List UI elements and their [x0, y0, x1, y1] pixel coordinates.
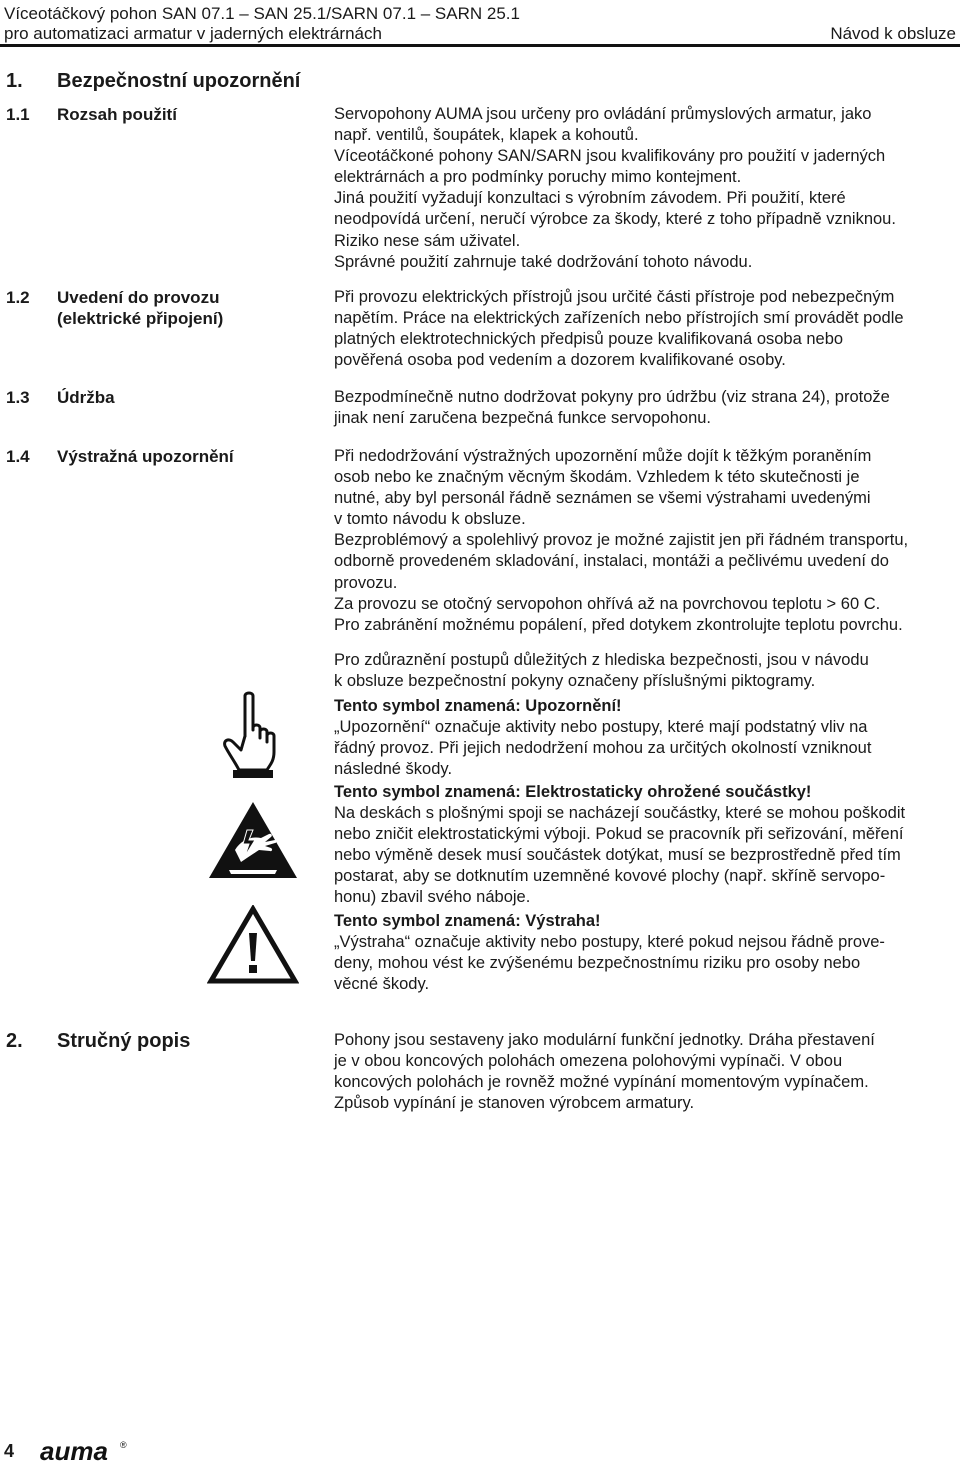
text-line: v tomto návodu k obsluze.: [334, 510, 526, 529]
text-line: platných elektrotechnických předpisů pouze kvalifikovaná osoba nebo: [334, 330, 844, 349]
text-line: nebo zničit elektrostatickými výboji. Pokud se pracovník při seřizování, měření: [334, 825, 904, 844]
text-line: napětím. Práce na elektrických zařízeních nebo přístrojích smí provádět podle: [334, 309, 904, 328]
text-line: Pohony jsou sestaveny jako modulární funkční jednotky. Dráha přestavení: [334, 1031, 875, 1049]
text-line: řádný provoz. Při jejich nedodržení mohou za určitých okolností vzniknout: [334, 739, 872, 758]
pointing-hand-icon: [215, 690, 285, 785]
text-line: Při provozu elektrických přístrojů jsou určité části přístroje pod nebezpečným: [334, 288, 895, 306]
text-line: Při nedodržování výstražných upozornění může dojít k těžkým poraněním: [334, 447, 872, 465]
header-title: Víceotáčkový pohon SAN 07.1 – SAN 25.1/SARN 07.1 – SARN 25.1: [4, 4, 520, 23]
text-line: Za provozu se otočný servopohon ohřívá až na povrchovou teplotu > 60 C.: [334, 594, 881, 613]
text-line: Bezproblémový a spolehlivý provoz je možné zajistit jen při řádném transportu,: [334, 531, 909, 550]
text-line: „Upozornění“ označuje aktivity nebo postupy, které mají podstatný vliv na: [334, 718, 868, 736]
auma-logo: [40, 1438, 130, 1464]
text-line: jinak není zaručena bezpečná funkce servopohonu.: [334, 409, 712, 428]
text-line: věcné škody.: [334, 975, 430, 994]
text-line: Víceotáčkoné pohony SAN/SARN jsou kvalifikovány pro použití v jaderných: [334, 147, 886, 166]
text-line: následné škody.: [334, 760, 453, 779]
text-line: Pro zabránění možnému popálení, před dotykem zkontrolujte teplotu povrchu.: [334, 615, 903, 634]
text-line: „Výstraha“ označuje aktivity nebo postupy, které pokud nejsou řádně prove-: [334, 933, 885, 951]
warning-triangle-icon: [207, 905, 299, 985]
text-line: postarat, aby se dotknutím uzemněné kovové plochy (např. skříně servopo-: [334, 867, 886, 886]
text-line: osob nebo ke značným věcným škodám. Vzhledem k této skutečnosti je: [334, 468, 860, 487]
symbol1-heading: Tento symbol znamená: Upozornění!: [334, 697, 622, 715]
symbol3-heading: Tento symbol znamená: Výstraha!: [334, 912, 601, 930]
text-line: např. ventilů, šoupátek, klapek a kohoutů.: [334, 126, 639, 145]
symbol2-heading: Tento symbol znamená: Elektrostaticky ohrožené součástky!: [334, 783, 812, 801]
sub4-title: Výstražná upozornění: [57, 447, 234, 466]
text-line: neodpovídá určení, neručí výrobce za škody, které z toho případně vzniknou.: [334, 210, 896, 229]
text-line: odborně provedeném skladování, instalaci, montáži a pečlivému uvedení do: [334, 552, 889, 571]
section2-title: Stručný popis: [57, 1030, 191, 1052]
sub1-title: Rozsah použití: [57, 105, 177, 124]
sub1-number: 1.1: [6, 105, 30, 124]
text-line: honu) zbavil svého náboje.: [334, 888, 531, 907]
text-line: je v obou koncových polohách omezena polohovými vypínači. V obou: [334, 1052, 843, 1071]
text-line: nebo výměně desek musí součástek dotýkat, musí se bezprostředně před tím: [334, 846, 901, 865]
logo-text: auma: [40, 1438, 108, 1464]
text-line: k obsluze bezpečnostní pokyny označeny příslušnými piktogramy.: [334, 672, 816, 691]
header-subtitle: pro automatizaci armatur v jaderných elektrárnách: [4, 24, 382, 43]
text-line: elektrárnách a pro podmínky poruchy mimo kontejment.: [334, 168, 742, 187]
sub4-number: 1.4: [6, 447, 30, 466]
sub2-number: 1.2: [6, 288, 30, 307]
text-line: Pro zdůraznění postupů důležitých z hlediska bezpečnosti, jsou v návodu: [334, 651, 869, 669]
page-number: 4: [4, 1441, 15, 1461]
sub3-number: 1.3: [6, 388, 30, 407]
section1-title: Bezpečnostní upozornění: [57, 70, 301, 92]
sub2-title-line2: (elektrické připojení): [57, 309, 224, 328]
text-line: Jiná použití vyžadují konzultaci s výrobním závodem. Při použití, které: [334, 189, 846, 208]
text-line: Správné použití zahrnuje také dodržování tohoto návodu.: [334, 252, 753, 271]
symbol1-text: [334, 717, 871, 780]
text-line: Na deskách s plošnými spoji se nacházejí součástky, které se mohou poškodit: [334, 804, 906, 822]
sub1-text: [334, 104, 896, 273]
text-line: provozu.: [334, 573, 398, 592]
electrostatic-hand-icon: [207, 800, 299, 880]
sub3-text: [334, 387, 890, 429]
section2-text: [334, 1030, 875, 1114]
header-manual-label: Návod k obsluze: [830, 24, 956, 43]
text-line: koncových polohách je rovněž možné vypínání momentovým vypínačem.: [334, 1073, 869, 1092]
text-line: pověřená osoba pod vedením a dozorem kvalifikované osoby.: [334, 351, 786, 370]
text-line: Bezpodmínečně nutno dodržovat pokyny pro údržbu (viz strana 24), protože: [334, 388, 890, 406]
section2-number: 2.: [6, 1030, 23, 1052]
header-divider: [0, 44, 960, 47]
text-line: Riziko nese sám uživatel.: [334, 231, 521, 250]
text-line: Servopohony AUMA jsou určeny pro ovládání průmyslových armatur, jako: [334, 105, 872, 123]
symbol2-text: [334, 803, 905, 908]
sub2-title-line1: Uvedení do provozu: [57, 288, 220, 307]
sub2-text: [334, 287, 904, 371]
registered-mark: ®: [120, 1440, 127, 1450]
section1-number: 1.: [6, 70, 23, 92]
sub4-text: [334, 446, 908, 636]
symbol3-text: [334, 932, 885, 995]
symbols-intro: [334, 650, 869, 692]
text-line: deny, mohou vést ke zvýšenému bezpečnostnímu riziku pro osoby nebo: [334, 954, 861, 973]
text-line: Způsob vypínání je stanoven výrobcem armatury.: [334, 1094, 695, 1113]
text-line: nutné, aby byl personál řádně seznámen se všemi výstrahami uvedenými: [334, 489, 871, 508]
sub3-title: Údržba: [57, 388, 115, 407]
